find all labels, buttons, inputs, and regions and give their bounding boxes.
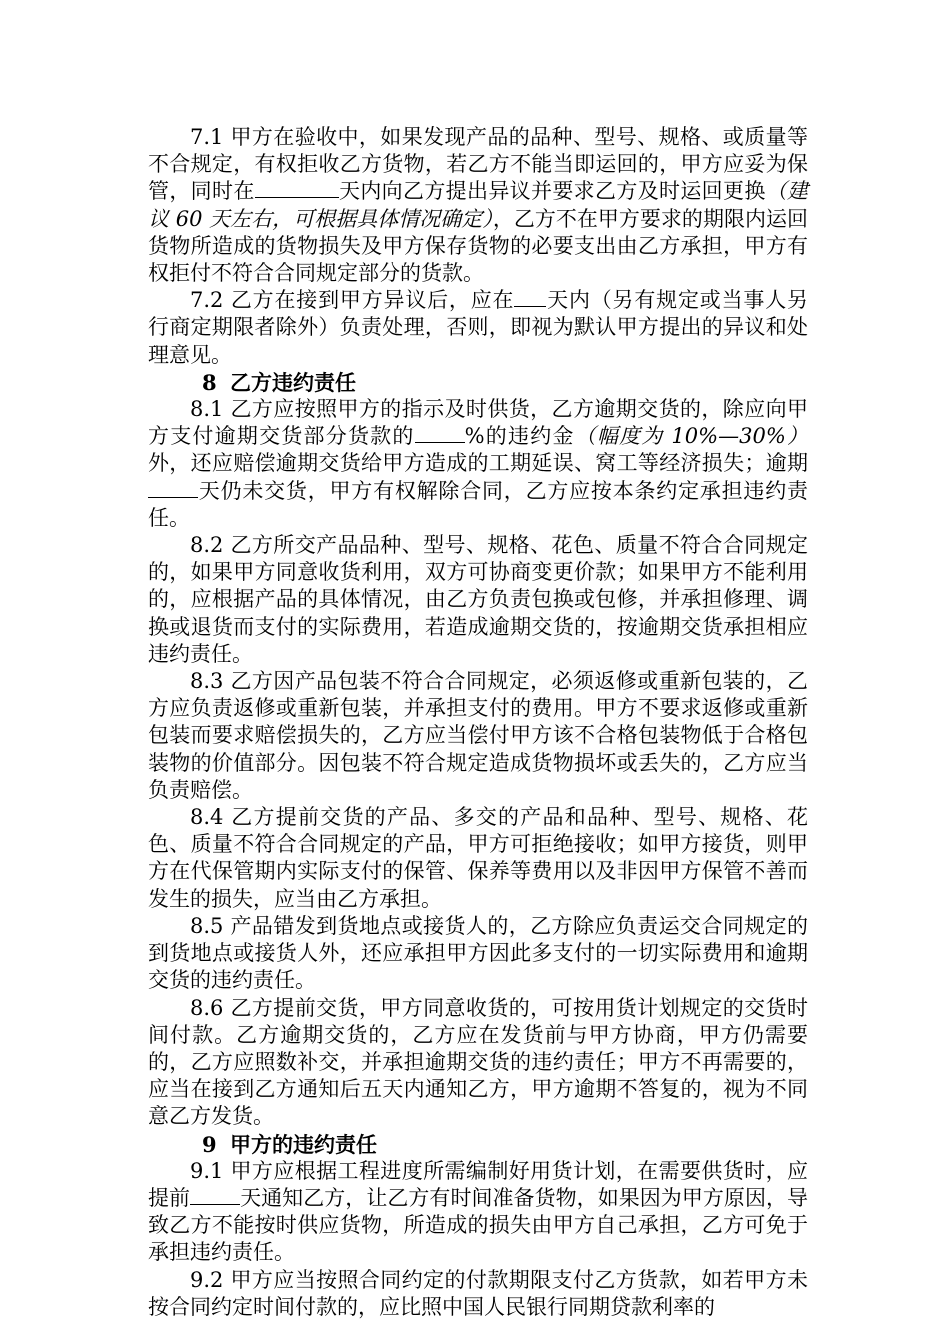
clause-8-6: 8.6 乙方提前交货，甲方同意收货的，可按用货计划规定的交货时间付款。乙方逾期交货的，乙方应在发货前与甲方协商，甲方仍需要的，乙方应照数补交，并承担逾期交货的违约责任；甲方不再需要的，应当在接到乙方通知后五天内通知乙方，甲方逾期不答复的，视为不同意乙方发货。 (148, 995, 808, 1129)
section-8-number: 8 (202, 369, 217, 395)
clause-8-5: 8.5 产品错发到货地点或接货人的，乙方除应负责运交合同规定的到货地点或接货人外，还应承担甲方因此多支付的一切实际费用和逾期交货的违约责任。 (148, 913, 808, 993)
clause-8-1-text-c: 外，还应赔偿逾期交货给甲方造成的工期延误、窝工等经济损失；逾期 (148, 451, 808, 476)
clause-7-2-text-a: 7.2 乙方在接到甲方异议后，应在 (190, 288, 515, 313)
clause-8-1 (148, 396, 808, 532)
clause-7-1-note: （建议 60 天左右，可根据具体情况确定） (148, 179, 809, 231)
clause-8-4: 8.4 乙方提前交货的产品、多交的产品和品种、型号、规格、花色、质量不符合合同规定的产品，甲方可拒绝接收；如甲方接货，则甲方在代保管期内实际支付的保管、保养等费用以及非因甲方保管不善而发生的损失，应当由乙方承担。 (148, 805, 808, 911)
section-9-heading (148, 1131, 808, 1158)
section-8-title: 乙方违约责任 (230, 369, 356, 395)
clause-7-2 (148, 287, 808, 369)
clause-8-2: 8.2 乙方所交产品品种、型号、规格、花色、质量不符合合同规定的，如果甲方同意收货利用，双方可协商变更价款；如果甲方不能利用的，应根据产品的具体情况，由乙方负责包换或包修，并承担修理、调换或退货而支付的实际费用，若造成逾期交货的，按逾期交货承担相应违约责任。 (148, 533, 808, 666)
clause-8-1-note: （幅度为 10%—30%） (574, 424, 808, 449)
days-blank (514, 288, 546, 307)
clause-8-3: 8.3 乙方因产品包装不符合合同规定，必须返修或重新包装的，乙方应负责返修或重新包装，并承担支付的费用。甲方不要求返修或重新包装而要求赔偿损失的，乙方应当偿付甲方该不合格包装物低于合格包装物的价值部分。因包装不符合规定造成货物损坏或丢失的，乙方应当负责赔偿。 (148, 669, 808, 802)
days-blank (255, 179, 339, 198)
days-blank (148, 479, 198, 498)
clause-7-1-text-a: 7.1 甲方在验收中，如果发现产品的品种、型号、规格、或质量等不合规定，有权拒收乙方货物，若乙方不能当即运回的，甲方应妥为保管，同时在 (148, 125, 808, 204)
clause-7-1 (148, 124, 808, 287)
percent-blank (415, 424, 465, 443)
clause-9-1 (148, 1158, 808, 1267)
section-8-heading (148, 369, 808, 396)
clause-8-1-text-b: %的违约金 (464, 424, 575, 449)
clause-9-2: 9.2 甲方应当按照合同约定的付款期限支付乙方货款，如若甲方未按合同约定时间付款的，应比照中国人民银行同期贷款利率的 (148, 1267, 808, 1319)
clause-9-1-text-a: 9.1 甲方应根据工程进度所需编制好用货计划，在需要供货时，应提前 (148, 1158, 808, 1210)
days-blank (190, 1186, 240, 1205)
contract-body (148, 124, 808, 1321)
section-9-title: 甲方的违约责任 (230, 1131, 377, 1157)
clause-7-1-text-c: ，乙方不在甲方要求的期限内运回货物所造成的货物损失及甲方保存货物的必要支出由乙方承担，甲方有权拒付不符合合同规定部分的货款。 (148, 206, 809, 286)
clause-7-1-text-b: 天内向乙方提出异议并要求乙方及时运回更换 (338, 179, 766, 204)
clause-8-1-text-d: 天仍未交货，甲方有权解除合同，乙方应按本条约定承担违约责任。 (148, 478, 808, 530)
clause-8-1-text-a: 8.1 乙方应按照甲方的指示及时供货，乙方逾期交货的，除应向甲方支付逾期交货部分货款的 (148, 397, 808, 449)
clause-9-1-text-b: 天通知乙方，让乙方有时间准备货物，如果因为甲方原因，导致乙方不能按时供应货物，所造成的损失由甲方自己承担，乙方可免于承担违约责任。 (148, 1185, 809, 1265)
section-9-number: 9 (202, 1131, 217, 1157)
clause-7-2-text-b: 天内（另有规定或当事人另行商定期限者除外）负责处理，否则，即视为默认甲方提出的异议和处理意见。 (148, 288, 808, 367)
